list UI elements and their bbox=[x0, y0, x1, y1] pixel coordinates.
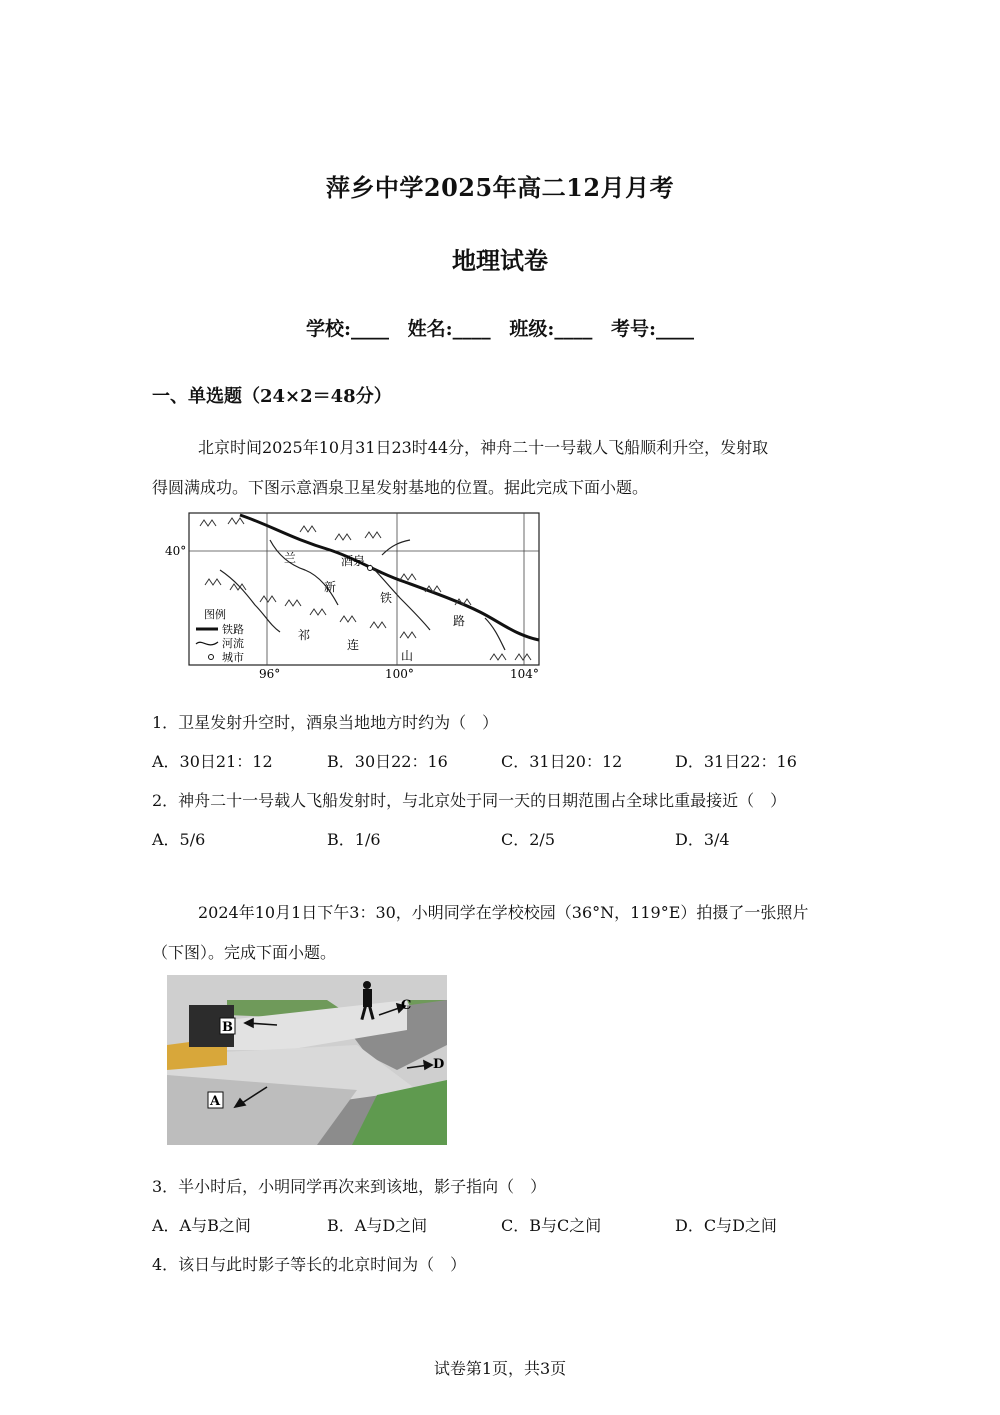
q1-option-c: C．31日20：12 bbox=[501, 752, 623, 771]
map-label-qi: 祁 bbox=[298, 628, 311, 642]
map-label-xin: 新 bbox=[324, 580, 337, 594]
longitude-label-100: 100° bbox=[385, 667, 414, 681]
section-heading: 一、单选题（24×2＝48分） bbox=[152, 386, 392, 407]
page-footer: 试卷第1页，共3页 bbox=[433, 1359, 567, 1378]
q2-option-a: A．5/6 bbox=[152, 830, 206, 849]
q1-option-b: B．30日22：16 bbox=[327, 752, 448, 771]
latitude-label: 40° bbox=[165, 544, 187, 558]
passage-1 bbox=[152, 428, 852, 508]
passage-2 bbox=[152, 893, 862, 973]
map-legend-railway: 铁路 bbox=[222, 623, 244, 636]
q2-option-c: C．2/5 bbox=[501, 830, 555, 849]
map-label-shan: 山 bbox=[401, 649, 414, 663]
question-4: 4．该日与此时影子等长的北京时间为（ ） bbox=[152, 1255, 467, 1274]
class-field: 班级:____ bbox=[509, 318, 593, 340]
photo-label-b: B bbox=[222, 1020, 233, 1035]
campus-shadow-photo bbox=[167, 975, 447, 1145]
q1-option-a: A．30日21：12 bbox=[152, 752, 273, 771]
q3-option-b: B．A与D之间 bbox=[327, 1216, 428, 1235]
jiuquan-location-map bbox=[160, 510, 545, 682]
exam-subtitle: 地理试卷 bbox=[452, 246, 548, 275]
passage-1-line-2: 得圆满成功。下图示意酒泉卫星发射基地的位置。据此完成下面小题。 bbox=[152, 478, 649, 497]
q2-option-d: D．3/4 bbox=[675, 830, 730, 849]
passage-2-line-2: （下图）。完成下面小题。 bbox=[152, 943, 337, 962]
map-label-lu: 路 bbox=[453, 614, 466, 628]
passage-1-line-1: 北京时间2025年10月31日23时44分，神舟二十一号载人飞船顺利升空，发射取 bbox=[198, 438, 769, 457]
map-legend-title: 图例 bbox=[204, 608, 226, 621]
q3-option-d: D．C与D之间 bbox=[675, 1216, 777, 1235]
name-field: 姓名:____ bbox=[407, 318, 491, 340]
q2-option-b: B．1/6 bbox=[327, 830, 381, 849]
question-3: 3．半小时后，小明同学再次来到该地，影子指向（ ） bbox=[152, 1177, 547, 1196]
exam-number-field: 考号:____ bbox=[610, 318, 694, 340]
student-info-row bbox=[0, 314, 1000, 341]
passage-2-line-1: 2024年10月1日下午3：30，小明同学在学校校园（36°N，119°E）拍摄了一张照片 bbox=[198, 903, 809, 922]
q3-option-a: A．A与B之间 bbox=[152, 1216, 251, 1235]
longitude-label-104: 104° bbox=[510, 667, 539, 681]
map-label-lian: 连 bbox=[347, 638, 360, 652]
city-legend-icon bbox=[209, 655, 214, 660]
q1-option-d: D．31日22：16 bbox=[675, 752, 797, 771]
longitude-label-96: 96° bbox=[259, 667, 281, 681]
photo-label-a: A bbox=[210, 1094, 221, 1109]
photo-label-c: C bbox=[401, 998, 412, 1013]
school-field: 学校:____ bbox=[306, 318, 390, 340]
map-label-tie: 铁 bbox=[380, 591, 393, 605]
map-legend-city: 城市 bbox=[222, 651, 244, 664]
map-label-lan: 兰 bbox=[284, 551, 297, 565]
question-2: 2．神舟二十一号载人飞船发射时，与北京处于同一天的日期范围占全球比重最接近（ ） bbox=[152, 791, 787, 810]
exam-title: 萍乡中学2025年高二12月月考 bbox=[325, 173, 675, 202]
map-label-jiuquan: 酒泉 bbox=[341, 554, 366, 568]
map-legend-river: 河流 bbox=[222, 637, 244, 650]
q3-option-c: C．B与C之间 bbox=[501, 1216, 602, 1235]
question-1: 1．卫星发射升空时，酒泉当地地方时约为（ ） bbox=[152, 713, 499, 732]
photo-label-d: D bbox=[433, 1057, 445, 1072]
